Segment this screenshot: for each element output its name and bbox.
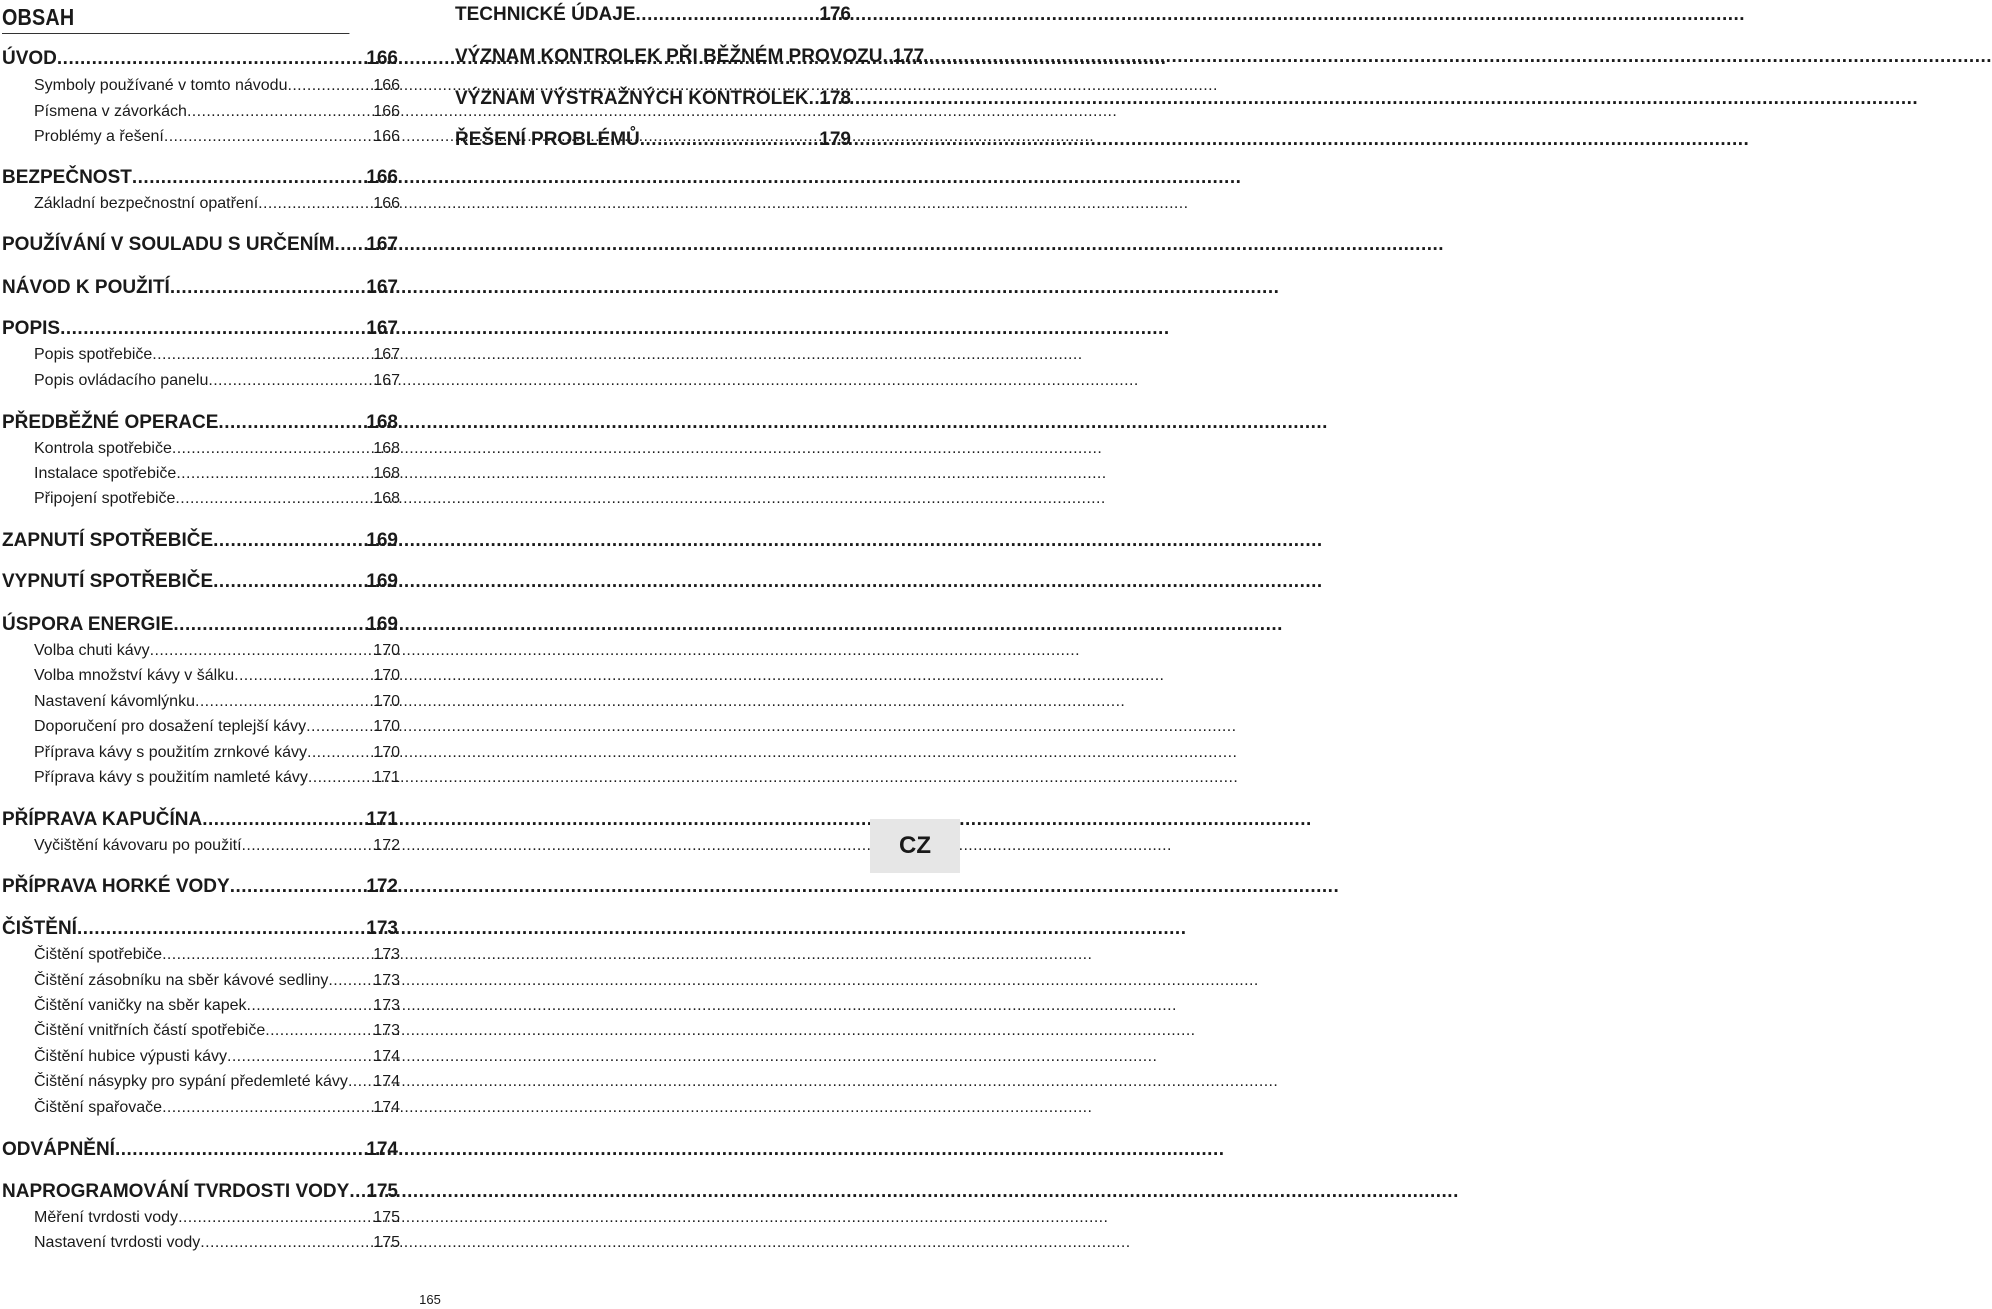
toc-leader-dots: [287, 77, 373, 95]
toc-entry-sub[interactable]: [34, 1099, 400, 1121]
toc-entry-page: 172: [373, 837, 400, 854]
toc-entry-page: 166: [366, 167, 398, 188]
toc-entry-main[interactable]: [2, 809, 398, 833]
toc-entry-main[interactable]: [2, 318, 398, 342]
toc-leader-dots: [170, 277, 362, 299]
toc-entry-title: Základní bezpečnostní opatření: [34, 195, 259, 212]
toc-entry-page: 170: [373, 667, 400, 684]
toc-entry-title: Příprava kávy s použitím zrnkové kávy: [34, 744, 307, 761]
toc-entry-title: Volba množství kávy v šálku: [34, 667, 235, 684]
toc-entry-sub[interactable]: [34, 77, 400, 99]
toc-entry-page: 166: [373, 195, 400, 212]
toc-entry-page: 169: [366, 614, 398, 635]
toc-leader-dots: [349, 1181, 362, 1203]
toc-entry-title: BEZPEČNOST: [2, 167, 132, 188]
toc-entry-page: 167: [366, 277, 398, 298]
toc-leader-dots: [265, 1022, 373, 1040]
toc-entry-page: 173: [373, 972, 400, 989]
toc-entry-page: 174: [373, 1099, 400, 1116]
page-number: 165: [419, 1292, 441, 1307]
toc-leader-dots: [164, 128, 373, 146]
toc-leader-dots: [308, 769, 373, 787]
toc-entry-page: 170: [373, 718, 400, 735]
toc-entry-sub[interactable]: [34, 693, 400, 715]
toc-entry-page: 175: [366, 1181, 398, 1202]
toc-leader-dots: [152, 346, 373, 364]
toc-entry-sub[interactable]: [34, 195, 400, 217]
toc-entry-title: Kontrola spotřebiče: [34, 440, 172, 457]
toc-entry-title: Příprava kávy s použitím namleté kávy: [34, 769, 308, 786]
toc-entry-page: 166: [366, 48, 398, 69]
toc-leader-dots: [195, 693, 373, 711]
toc-entry-main[interactable]: [2, 277, 398, 301]
toc-entry-page: 173: [373, 1022, 400, 1039]
toc-leader-dots: [162, 946, 373, 964]
toc-entry-sub[interactable]: [34, 837, 400, 859]
language-tab-label: CZ: [899, 832, 931, 859]
toc-leader-dots: [60, 318, 362, 340]
toc-entry-page: 173: [373, 946, 400, 963]
toc-entry-sub[interactable]: [34, 972, 400, 994]
toc-entry-main[interactable]: [2, 1181, 398, 1205]
toc-entry-sub[interactable]: [34, 744, 400, 766]
toc-entry-page: 169: [366, 530, 398, 551]
toc-leader-dots: [328, 972, 373, 990]
toc-leader-dots: [348, 1073, 373, 1091]
toc-entry-page: 166: [373, 128, 400, 145]
toc-entry-title: Volba chuti kávy: [34, 642, 150, 659]
toc-entry-main[interactable]: [2, 412, 398, 436]
toc-entry-page: 168: [373, 490, 400, 507]
toc-entry-sub[interactable]: [34, 490, 400, 512]
toc-leader-dots: [200, 1234, 373, 1252]
toc-entry-sub[interactable]: [34, 103, 400, 125]
toc-entry-page: 173: [373, 997, 400, 1014]
toc-entry-title: Čištění vaničky na sběr kapek: [34, 997, 247, 1014]
toc-leader-dots: [218, 412, 362, 434]
toc-entry-title: ŘEŠENÍ PROBLÉMŮ: [455, 129, 640, 150]
toc-entry-title: Doporučení pro dosažení teplejší kávy: [34, 718, 307, 735]
toc-entry-page: 167: [373, 346, 400, 363]
toc-entry-sub[interactable]: [34, 465, 400, 487]
toc-entry-page: 178: [819, 88, 851, 109]
toc-entry-sub[interactable]: [34, 372, 400, 394]
toc-leader-dots: [213, 571, 362, 593]
toc-leader-dots: [176, 465, 373, 483]
toc-leader-dots: [307, 744, 373, 762]
toc-entry-title: Čištění spotřebiče: [34, 946, 163, 963]
toc-leader-dots: [187, 103, 373, 121]
toc-entry-title: Připojení spotřebiče: [34, 490, 176, 507]
toc-entry-page: 170: [373, 642, 400, 659]
toc-leader-dots: [640, 129, 816, 151]
toc-entry-main[interactable]: [455, 46, 925, 70]
toc-entry-main[interactable]: [455, 129, 851, 153]
toc-entry-title: PŘÍPRAVA HORKÉ VODY: [2, 876, 230, 897]
toc-entry-title: Nastavení kávomlýnku: [34, 693, 195, 710]
toc-entry-title: ZAPNUTÍ SPOTŘEBIČE: [2, 530, 214, 551]
toc-entry-sub[interactable]: [34, 346, 400, 368]
toc-entry-main[interactable]: [2, 1139, 398, 1163]
toc-leader-dots: [234, 667, 373, 685]
toc-entry-page: 175: [373, 1234, 400, 1251]
toc-leader-dots: [247, 997, 374, 1015]
toc-entry-page: 170: [373, 744, 400, 761]
toc-entry-page: 173: [366, 918, 398, 939]
toc-entry-sub[interactable]: [34, 440, 400, 462]
toc-entry-sub[interactable]: [34, 642, 400, 664]
toc-entry-main[interactable]: [455, 88, 851, 112]
toc-entry-page: 167: [366, 234, 398, 255]
toc-entry-sub[interactable]: [34, 667, 400, 689]
toc-leader-dots: [57, 48, 362, 70]
toc-entry-main[interactable]: [2, 918, 398, 942]
toc-leader-dots: [175, 490, 373, 508]
toc-entry-title: TECHNICKÉ ÚDAJE: [455, 4, 636, 25]
toc-entry-title: POUŽÍVÁNÍ V SOULADU S URČENÍM: [2, 234, 335, 255]
toc-entry-title: PŘEDBĚŽNÉ OPERACE: [2, 412, 219, 433]
toc-leader-dots: [115, 1139, 362, 1161]
toc-entry-main[interactable]: [2, 876, 398, 900]
toc-leader-dots: [162, 1099, 373, 1117]
toc-entry-title: NÁVOD K POUŽITÍ: [2, 277, 170, 298]
toc-heading: OBSAH: [2, 0, 349, 34]
toc-entry-main[interactable]: [2, 48, 398, 72]
toc-entry-title: Instalace spotřebiče: [34, 465, 177, 482]
toc-entry-main[interactable]: [2, 530, 398, 554]
toc-entry-page: 169: [366, 571, 398, 592]
toc-entry-title: NAPROGRAMOVÁNÍ TVRDOSTI VODY: [2, 1181, 350, 1202]
toc-entry-sub[interactable]: [34, 946, 400, 968]
toc-entry-page: 168: [373, 465, 400, 482]
toc-leader-dots: [227, 1048, 373, 1066]
toc-entry-title: Popis ovládacího panelu: [34, 372, 209, 389]
toc-entry-title: Čištění násypky pro sypání předemleté kávy: [34, 1073, 348, 1090]
toc-entry-page: 170: [373, 693, 400, 710]
toc-entry-title: Písmena v závorkách: [34, 103, 187, 120]
toc-entry-page: 166: [373, 77, 400, 94]
toc-entry-page: 175: [373, 1209, 400, 1226]
toc-entry-sub[interactable]: [34, 997, 400, 1019]
toc-leader-dots: [230, 876, 363, 898]
toc-leader-dots: [77, 918, 362, 940]
toc-entry-title: ČIŠTĚNÍ: [2, 918, 77, 939]
toc-entry-page: 174: [373, 1073, 400, 1090]
toc-entry-main[interactable]: [2, 614, 398, 638]
toc-leader-dots: [202, 809, 362, 831]
toc-leader-dots: [242, 837, 374, 855]
toc-leader-dots: [132, 167, 362, 189]
toc-entry-title: VÝZNAM KONTROLEK PŘI BĚŽNÉM PROVOZU: [455, 46, 883, 67]
toc-entry-page: 168: [366, 412, 398, 433]
toc-entry-sub[interactable]: [34, 769, 400, 791]
toc-entry-sub[interactable]: [34, 718, 400, 740]
toc-entry-title: POPIS: [2, 318, 61, 339]
toc-leader-dots: [172, 440, 373, 458]
toc-entry-title: ÚSPORA ENERGIE: [2, 614, 174, 635]
toc-entry-title: Čištění vnitřních částí spotřebiče: [34, 1022, 266, 1039]
language-tab: [870, 819, 960, 873]
toc-entry-main[interactable]: [455, 4, 851, 28]
toc-entry-page: 176: [819, 4, 851, 25]
toc-entry-sub[interactable]: [34, 1234, 400, 1256]
toc-leader-dots: [636, 4, 816, 26]
toc-leader-dots: [208, 372, 373, 390]
toc-entry-title: VÝZNAM VÝSTRAŽNÝCH KONTROLEK: [455, 88, 809, 109]
toc-entry-title: Symboly používané v tomto návodu: [34, 77, 288, 94]
toc-entry-title: Nastavení tvrdosti vody: [34, 1234, 201, 1251]
toc-leader-dots: [173, 614, 362, 636]
toc-leader-dots: [213, 530, 362, 552]
toc-entry-page: 179: [819, 129, 851, 150]
toc-entry-title: Popis spotřebiče: [34, 346, 153, 363]
toc-entry-sub[interactable]: [34, 1209, 400, 1231]
toc-entry-title: Čištění spařovače: [34, 1099, 163, 1116]
toc-leader-dots: [178, 1209, 373, 1227]
toc-entry-sub[interactable]: [34, 1048, 400, 1070]
toc-entry-page: 171: [366, 809, 398, 830]
toc-entry-sub[interactable]: [34, 1073, 400, 1095]
toc-entry-page: 167: [366, 318, 398, 339]
toc-entry-page: 171: [373, 769, 400, 786]
toc-entry-sub[interactable]: [34, 128, 400, 150]
toc-entry-page: 166: [373, 103, 400, 120]
toc-entry-title: Měření tvrdosti vody: [34, 1209, 179, 1226]
toc-leader-dots: [258, 195, 373, 213]
toc-entry-page: 168: [373, 440, 400, 457]
toc-leader-dots: [306, 718, 373, 736]
toc-leader-dots: [335, 234, 363, 256]
toc-entry-page: 177: [892, 46, 925, 67]
toc-entry-page: 167: [373, 372, 400, 389]
toc-entry-page: 174: [373, 1048, 400, 1065]
toc-entry-title: Čištění hubice výpusti kávy: [34, 1048, 227, 1065]
toc-entry-sub[interactable]: [34, 1022, 400, 1044]
toc-entry-main[interactable]: [2, 571, 398, 595]
toc-entry-main[interactable]: [2, 234, 398, 258]
toc-leader-dots: [809, 88, 816, 110]
toc-entry-title: ODVÁPNĚNÍ: [2, 1139, 115, 1160]
toc-entry-title: ÚVOD: [2, 48, 57, 69]
toc-leader-dots: [150, 642, 374, 660]
toc-entry-title: VYPNUTÍ SPOTŘEBIČE: [2, 571, 214, 592]
toc-entry-title: PŘÍPRAVA KAPUČÍNA: [2, 809, 203, 830]
toc-entry-main[interactable]: [2, 167, 398, 191]
toc-entry-page: 174: [366, 1139, 398, 1160]
toc-entry-title: Vyčištění kávovaru po použití: [34, 837, 242, 854]
toc-entry-title: Problémy a řešení: [34, 128, 164, 145]
toc-entry-title: Čištění zásobníku na sběr kávové sedliny: [34, 972, 329, 989]
toc-entry-page: 172: [366, 876, 398, 897]
